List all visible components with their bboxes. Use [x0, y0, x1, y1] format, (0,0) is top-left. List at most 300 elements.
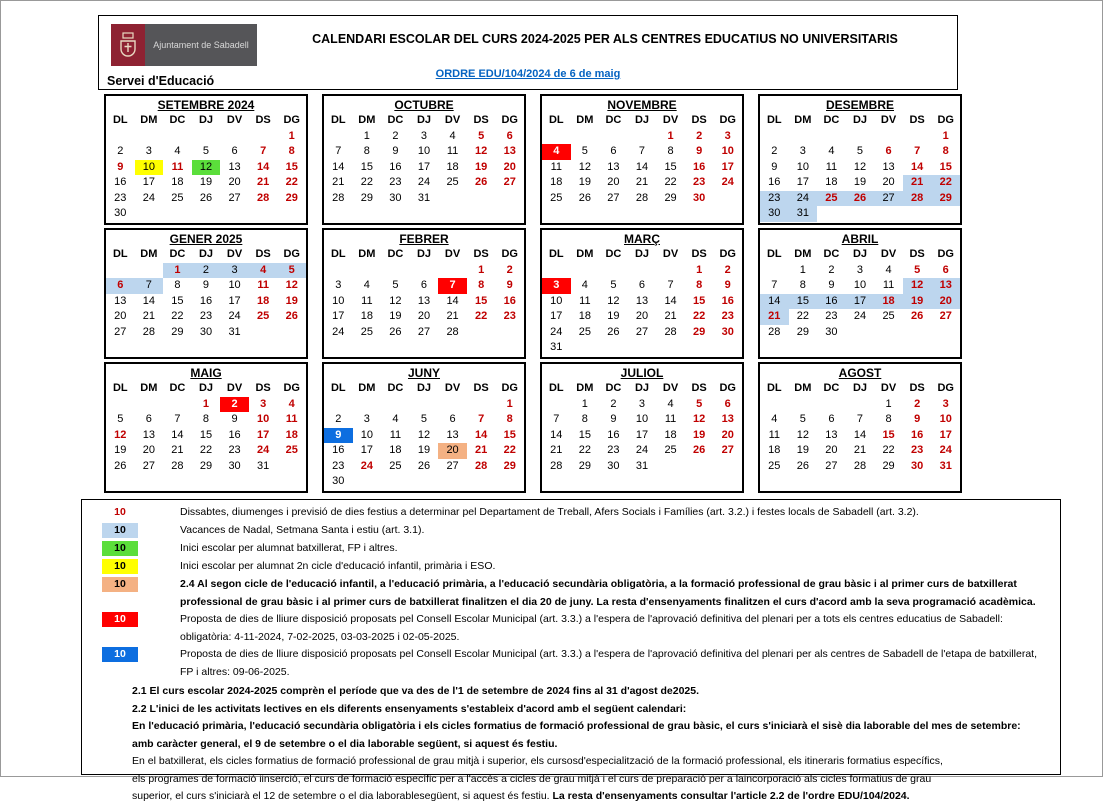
day-cell: 8: [202, 413, 210, 425]
day-cell: 29: [578, 459, 591, 472]
empty-cell: [467, 191, 496, 207]
day-cell: 13: [114, 294, 127, 307]
empty-cell: [789, 129, 818, 145]
week-row: [542, 191, 742, 207]
day-cell: 28: [446, 325, 459, 338]
day-cell: 17: [846, 294, 875, 310]
weekday-header: DM: [358, 248, 376, 260]
empty-cell: [249, 325, 278, 341]
week-row: [542, 340, 742, 356]
day-cell: 24: [550, 325, 563, 338]
day-cell: 7: [856, 413, 864, 425]
weekday-header: DG: [283, 382, 300, 394]
day-cell: 14: [257, 160, 270, 173]
week-row: [324, 459, 524, 475]
weekday-header: DL: [766, 248, 782, 260]
legend-row: [82, 540, 1060, 558]
empty-cell: [846, 325, 875, 341]
day-cell: 13: [607, 160, 620, 173]
day-cell: 25: [389, 459, 402, 472]
legend-swatch-orange: 10: [102, 577, 138, 592]
weekday-header: DC: [169, 248, 186, 260]
day-cell: 22: [578, 444, 591, 456]
day-cell: 26: [796, 459, 809, 472]
legend-swatch-lightblue: 10: [102, 523, 138, 538]
day-cell: 27: [874, 191, 903, 207]
day-cell: 22: [285, 176, 298, 188]
day-cell: 22: [931, 175, 960, 191]
day-cell: 20: [635, 310, 649, 322]
day-cell: 6: [449, 413, 456, 425]
day-cell: 11: [361, 294, 373, 307]
weekday-header: DC: [387, 114, 404, 126]
weekday-header: DG: [501, 114, 518, 126]
day-cell: 5: [696, 397, 703, 410]
month-juliol: [540, 362, 744, 493]
day-cell: 26: [578, 191, 591, 204]
sabadell-logo: [111, 24, 257, 66]
empty-cell: [410, 397, 439, 413]
empty-cell: [381, 397, 410, 413]
day-cell: 5: [610, 279, 617, 291]
week-row: [106, 144, 306, 160]
day-cell: 25: [171, 191, 184, 204]
footnote-line: 2.2 L'inici de les activitats lectives en els diferents ensenyaments s'estableix d'acord amb el següent calendari:: [132, 702, 687, 715]
empty-cell: [903, 129, 932, 145]
day-cell: 17: [228, 294, 241, 307]
day-cell: 1: [885, 397, 892, 410]
legend-text: Proposta de dies de lliure disposició proposats pel Consell Escolar Municipal (art. 3.3.) a l'espera de l'aprovació definitiva del plenari per a tots els centres educatius de Sabadell: obligatòria: 4-11-2024, 7-02-2025, 03-03-2025 i 02-05-2025.: [180, 613, 1003, 643]
day-cell: 3: [942, 397, 949, 410]
day-cell: 28: [142, 325, 155, 338]
day-cell: 8: [174, 279, 181, 291]
legend-row: [82, 611, 1060, 646]
day-cell: 18: [446, 160, 459, 173]
day-cell: 11: [171, 160, 184, 173]
weekday-header-row: [324, 247, 524, 263]
day-cell: 15: [475, 294, 488, 307]
empty-cell: [874, 325, 903, 341]
day-cell: 18: [664, 428, 677, 441]
day-cell: 20: [721, 428, 734, 441]
day-cell: 15: [360, 160, 373, 173]
weekday-header: DJ: [198, 114, 214, 126]
day-cell: 21: [853, 444, 867, 456]
day-cell: 21: [446, 310, 459, 322]
day-cell: 10: [135, 160, 164, 176]
empty-cell: [656, 340, 685, 356]
day-cell: 18: [285, 428, 298, 441]
empty-cell: [353, 474, 382, 490]
day-cell: 6: [231, 145, 238, 157]
day-cell: 2: [610, 397, 617, 410]
empty-cell: [599, 263, 628, 279]
weekday-header-row: [106, 381, 306, 397]
day-cell: 4: [288, 397, 295, 410]
day-cell: 25: [578, 325, 591, 338]
day-cell: 29: [693, 325, 706, 338]
month-title: NOVEMBRE: [607, 98, 677, 112]
day-cell: 31: [257, 459, 270, 472]
week-row: [760, 206, 960, 222]
day-cell: 5: [856, 145, 864, 157]
day-cell: 15: [882, 428, 895, 441]
day-cell: 10: [939, 413, 952, 425]
weekday-header: DM: [576, 382, 594, 394]
day-cell: 15: [285, 160, 298, 173]
day-cell: 2: [335, 413, 342, 425]
week-row: [106, 294, 306, 310]
month-title: ABRIL: [841, 232, 879, 246]
day-cell: 11: [446, 145, 459, 157]
day-cell: 28: [171, 459, 184, 472]
day-cell: 29: [360, 191, 373, 204]
day-cell: 16: [228, 428, 241, 441]
day-cell: 11: [285, 413, 298, 425]
week-row: [106, 428, 306, 444]
day-cell: 29: [664, 191, 677, 204]
week-row: [760, 278, 960, 294]
empty-cell: [220, 206, 249, 222]
day-cell: 5: [581, 145, 588, 157]
day-cell: 12: [417, 428, 431, 441]
day-cell: 15: [171, 294, 184, 307]
day-cell: 3: [799, 145, 806, 157]
week-row: [542, 397, 742, 413]
week-row: [542, 175, 742, 191]
day-cell: 30: [389, 191, 402, 204]
empty-cell: [846, 129, 875, 145]
sabadell-crest-icon: [111, 24, 145, 66]
day-cell: 6: [420, 279, 428, 291]
day-cell: 9: [610, 413, 617, 425]
weekday-header: DV: [226, 114, 243, 126]
month-octubre: [322, 94, 526, 225]
week-row: [324, 144, 524, 160]
empty-cell: [903, 206, 932, 222]
day-cell: 16: [503, 294, 516, 307]
order-link-row: [99, 64, 957, 82]
month-title: GENER 2025: [169, 232, 243, 246]
day-cell: 10: [332, 294, 345, 307]
day-cell: 31: [550, 341, 563, 353]
week-row: [106, 160, 306, 176]
day-cell: 8: [799, 279, 806, 291]
ordre-edu-link[interactable]: ORDRE EDU/104/2024 de 6 de maig: [435, 68, 621, 80]
week-row: [106, 263, 306, 279]
day-cell: 19: [607, 310, 620, 322]
empty-cell: [467, 325, 496, 341]
day-cell: 16: [114, 176, 127, 188]
day-cell: 8: [478, 279, 485, 291]
day-cell: 4: [392, 413, 399, 425]
weekday-header: DS: [255, 382, 271, 394]
week-row: [760, 191, 960, 207]
weekday-header: DC: [605, 382, 622, 394]
day-cell: 14: [635, 160, 649, 173]
month-setembre-2024: [104, 94, 308, 225]
legend-swatch-green: 10: [102, 541, 138, 556]
day-cell: 25: [550, 191, 563, 204]
legend-row: [82, 558, 1060, 576]
day-cell: 5: [277, 263, 306, 279]
day-cell: 5: [478, 129, 485, 142]
empty-cell: [571, 340, 600, 356]
day-cell: 2: [117, 145, 124, 157]
day-cell: 28: [475, 459, 488, 472]
day-cell: 1: [799, 263, 806, 276]
week-row: [106, 206, 306, 222]
day-cell: 13: [825, 428, 838, 441]
week-row: [324, 412, 524, 428]
day-cell: 6: [145, 413, 152, 425]
month-gener-2025: [104, 228, 308, 359]
weekday-header: DG: [937, 382, 954, 394]
legend-text: Vacances de Nadal, Setmana Santa i estiu (art. 3.1).: [180, 524, 425, 536]
day-cell: 27: [607, 191, 620, 204]
day-cell: 13: [228, 160, 241, 173]
day-cell: 19: [199, 176, 213, 188]
day-cell: 13: [417, 294, 431, 307]
day-cell: 7: [667, 279, 674, 291]
day-cell: 30: [721, 325, 734, 338]
day-cell: 25: [817, 191, 846, 207]
day-cell: 4: [771, 413, 778, 425]
day-cell: 24: [853, 310, 867, 322]
day-cell: 8: [885, 413, 892, 425]
weekday-header: DC: [823, 382, 840, 394]
weekday-header: DS: [473, 382, 489, 394]
weekday-header: DS: [691, 248, 707, 260]
weekday-header: DJ: [852, 248, 868, 260]
month-abril: [758, 228, 962, 359]
day-cell: 13: [931, 278, 960, 294]
day-cell: 15: [578, 428, 591, 441]
empty-cell: [542, 263, 571, 279]
day-cell: 20: [503, 160, 516, 173]
legend-text: Inici escolar per alumnat batxillerat, FP i altres.: [180, 542, 398, 554]
day-cell: 21: [475, 444, 488, 456]
empty-cell: [789, 397, 818, 413]
day-cell: 23: [503, 310, 516, 322]
week-row: [760, 160, 960, 176]
day-cell: 7: [335, 145, 342, 157]
day-cell: 10: [796, 160, 809, 173]
day-cell: 17: [360, 444, 373, 456]
empty-cell: [571, 263, 600, 279]
day-cell: 27: [114, 325, 127, 338]
weekday-header: DG: [937, 114, 954, 126]
footnote-paragraphs: [132, 683, 1060, 806]
day-cell: 12: [903, 278, 932, 294]
day-cell: 20: [882, 176, 895, 188]
legend-row: [82, 522, 1060, 540]
day-cell: 2: [192, 263, 221, 279]
day-cell: 26: [911, 310, 924, 322]
empty-cell: [713, 191, 742, 207]
weekday-header: DL: [548, 248, 564, 260]
day-cell: 8: [667, 145, 674, 157]
empty-cell: [467, 397, 496, 413]
day-cell: 9: [914, 413, 921, 425]
legend-swatch-bluebg: 10: [102, 647, 138, 662]
day-cell: 22: [503, 444, 516, 456]
weekday-header: DC: [605, 114, 622, 126]
day-cell: 24: [939, 444, 952, 456]
day-cell: 6: [106, 278, 135, 294]
empty-cell: [713, 459, 742, 475]
day-cell: 1: [942, 129, 949, 142]
weekday-header: DC: [387, 382, 404, 394]
day-cell: 1: [581, 397, 588, 410]
day-cell: 2: [220, 397, 249, 413]
weekday-header: DV: [444, 382, 461, 394]
empty-cell: [628, 263, 657, 279]
weekday-header: DJ: [416, 382, 432, 394]
day-cell: 13: [503, 145, 516, 157]
day-cell: 19: [285, 294, 298, 307]
day-cell: 11: [664, 413, 677, 425]
weekday-header: DG: [283, 248, 300, 260]
month-title: MARÇ: [624, 232, 660, 246]
day-cell: 1: [506, 397, 513, 410]
month-title: DESEMBRE: [825, 98, 894, 112]
weekday-header-row: [760, 247, 960, 263]
weekday-header: DV: [444, 248, 461, 260]
day-cell: 10: [417, 145, 431, 157]
day-cell: 17: [142, 176, 155, 188]
day-cell: 17: [257, 428, 270, 441]
day-cell: 30: [760, 206, 789, 222]
day-cell: 17: [721, 160, 734, 173]
empty-cell: [599, 340, 628, 356]
day-cell: 31: [939, 459, 952, 472]
day-cell: 4: [542, 144, 571, 160]
day-cell: 28: [332, 191, 345, 204]
week-row: [106, 412, 306, 428]
day-cell: 13: [882, 160, 895, 173]
week-row: [324, 160, 524, 176]
day-cell: 12: [285, 279, 298, 291]
weekday-header: DJ: [634, 382, 650, 394]
empty-cell: [685, 340, 714, 356]
day-cell: 4: [667, 397, 674, 410]
day-cell: 14: [171, 428, 184, 441]
day-cell: 14: [475, 428, 488, 441]
legend-swatch-redbg: 10: [102, 612, 138, 627]
day-cell: 4: [449, 129, 456, 142]
day-cell: 14: [446, 294, 459, 307]
day-cell: 3: [856, 263, 864, 276]
day-cell: 28: [257, 191, 270, 204]
empty-cell: [467, 474, 496, 490]
day-cell: 7: [553, 413, 560, 425]
day-cell: 18: [389, 444, 402, 456]
empty-cell: [438, 191, 467, 207]
day-cell: 23: [721, 310, 734, 322]
legend-row: [82, 504, 1060, 522]
day-cell: 30: [607, 459, 620, 472]
weekday-header: DG: [719, 248, 736, 260]
month-marc: [540, 228, 744, 359]
day-cell: 30: [332, 475, 345, 487]
week-row: [542, 294, 742, 310]
logo-text: Ajuntament de Sabadell: [145, 24, 257, 66]
empty-cell: [931, 325, 960, 341]
week-row: [542, 428, 742, 444]
weekday-header: DS: [473, 114, 489, 126]
day-cell: 29: [171, 325, 184, 338]
weekday-header: DJ: [634, 114, 650, 126]
month-novembre: [540, 94, 744, 225]
week-row: [324, 191, 524, 207]
day-cell: 27: [142, 459, 155, 472]
weekday-header: DL: [330, 382, 346, 394]
empty-cell: [817, 397, 846, 413]
week-row: [760, 397, 960, 413]
weekday-header: DS: [255, 248, 271, 260]
day-cell: 10: [550, 294, 563, 307]
day-cell: 23: [693, 176, 706, 188]
day-cell: 11: [257, 279, 269, 291]
empty-cell: [685, 459, 714, 475]
day-cell: 1: [696, 263, 703, 276]
day-cell: 6: [942, 263, 949, 276]
day-cell: 26: [114, 459, 127, 472]
week-row: [760, 294, 960, 310]
day-cell: 15: [503, 428, 516, 441]
week-row: [324, 325, 524, 341]
weekday-header: DG: [719, 114, 736, 126]
weekday-header: DC: [387, 248, 404, 260]
weekday-header-row: [542, 247, 742, 263]
day-cell: 12: [607, 294, 620, 307]
day-cell: 1: [288, 129, 295, 142]
empty-cell: [846, 206, 875, 222]
weekday-header: DJ: [852, 382, 868, 394]
day-cell: 8: [581, 413, 588, 425]
week-row: [542, 325, 742, 341]
weekday-header: DV: [662, 382, 679, 394]
day-cell: 27: [446, 459, 459, 472]
day-cell: 26: [417, 459, 431, 472]
day-cell: 23: [760, 191, 789, 207]
day-cell: 12: [114, 428, 127, 441]
day-cell: 25: [664, 444, 677, 456]
footnote-line: En el batxillerat, els cicles formatius de formació professional de grau mitjà i superior, els cursosd'especialització de la formació professional, els itineraris formatius específics,: [132, 755, 943, 767]
day-cell: 7: [478, 413, 485, 425]
day-cell: 24: [721, 176, 734, 188]
weekday-header: DC: [823, 248, 840, 260]
day-cell: 21: [142, 310, 155, 322]
week-row: [106, 309, 306, 325]
day-cell: 17: [332, 310, 345, 322]
week-row: [324, 294, 524, 310]
legend-text: Proposta de dies de lliure disposició proposats pel Consell Escolar Municipal (art. 3.3.) a l'espera de l'aprovació definitiva del plenari per als centres de Sabadell de l'etapa de batxillerat, FP i altres: 09-06-2025.: [180, 648, 1037, 678]
weekday-header: DV: [880, 114, 897, 126]
empty-cell: [192, 129, 221, 145]
day-cell: 12: [578, 160, 591, 173]
day-cell: 27: [939, 310, 952, 322]
day-cell: 4: [885, 263, 892, 276]
empty-cell: [571, 129, 600, 145]
day-cell: 27: [635, 325, 649, 338]
day-cell: 9: [324, 428, 353, 444]
week-row: [760, 129, 960, 145]
day-cell: 15: [693, 294, 706, 307]
day-cell: 29: [931, 191, 960, 207]
day-cell: 29: [882, 459, 895, 472]
